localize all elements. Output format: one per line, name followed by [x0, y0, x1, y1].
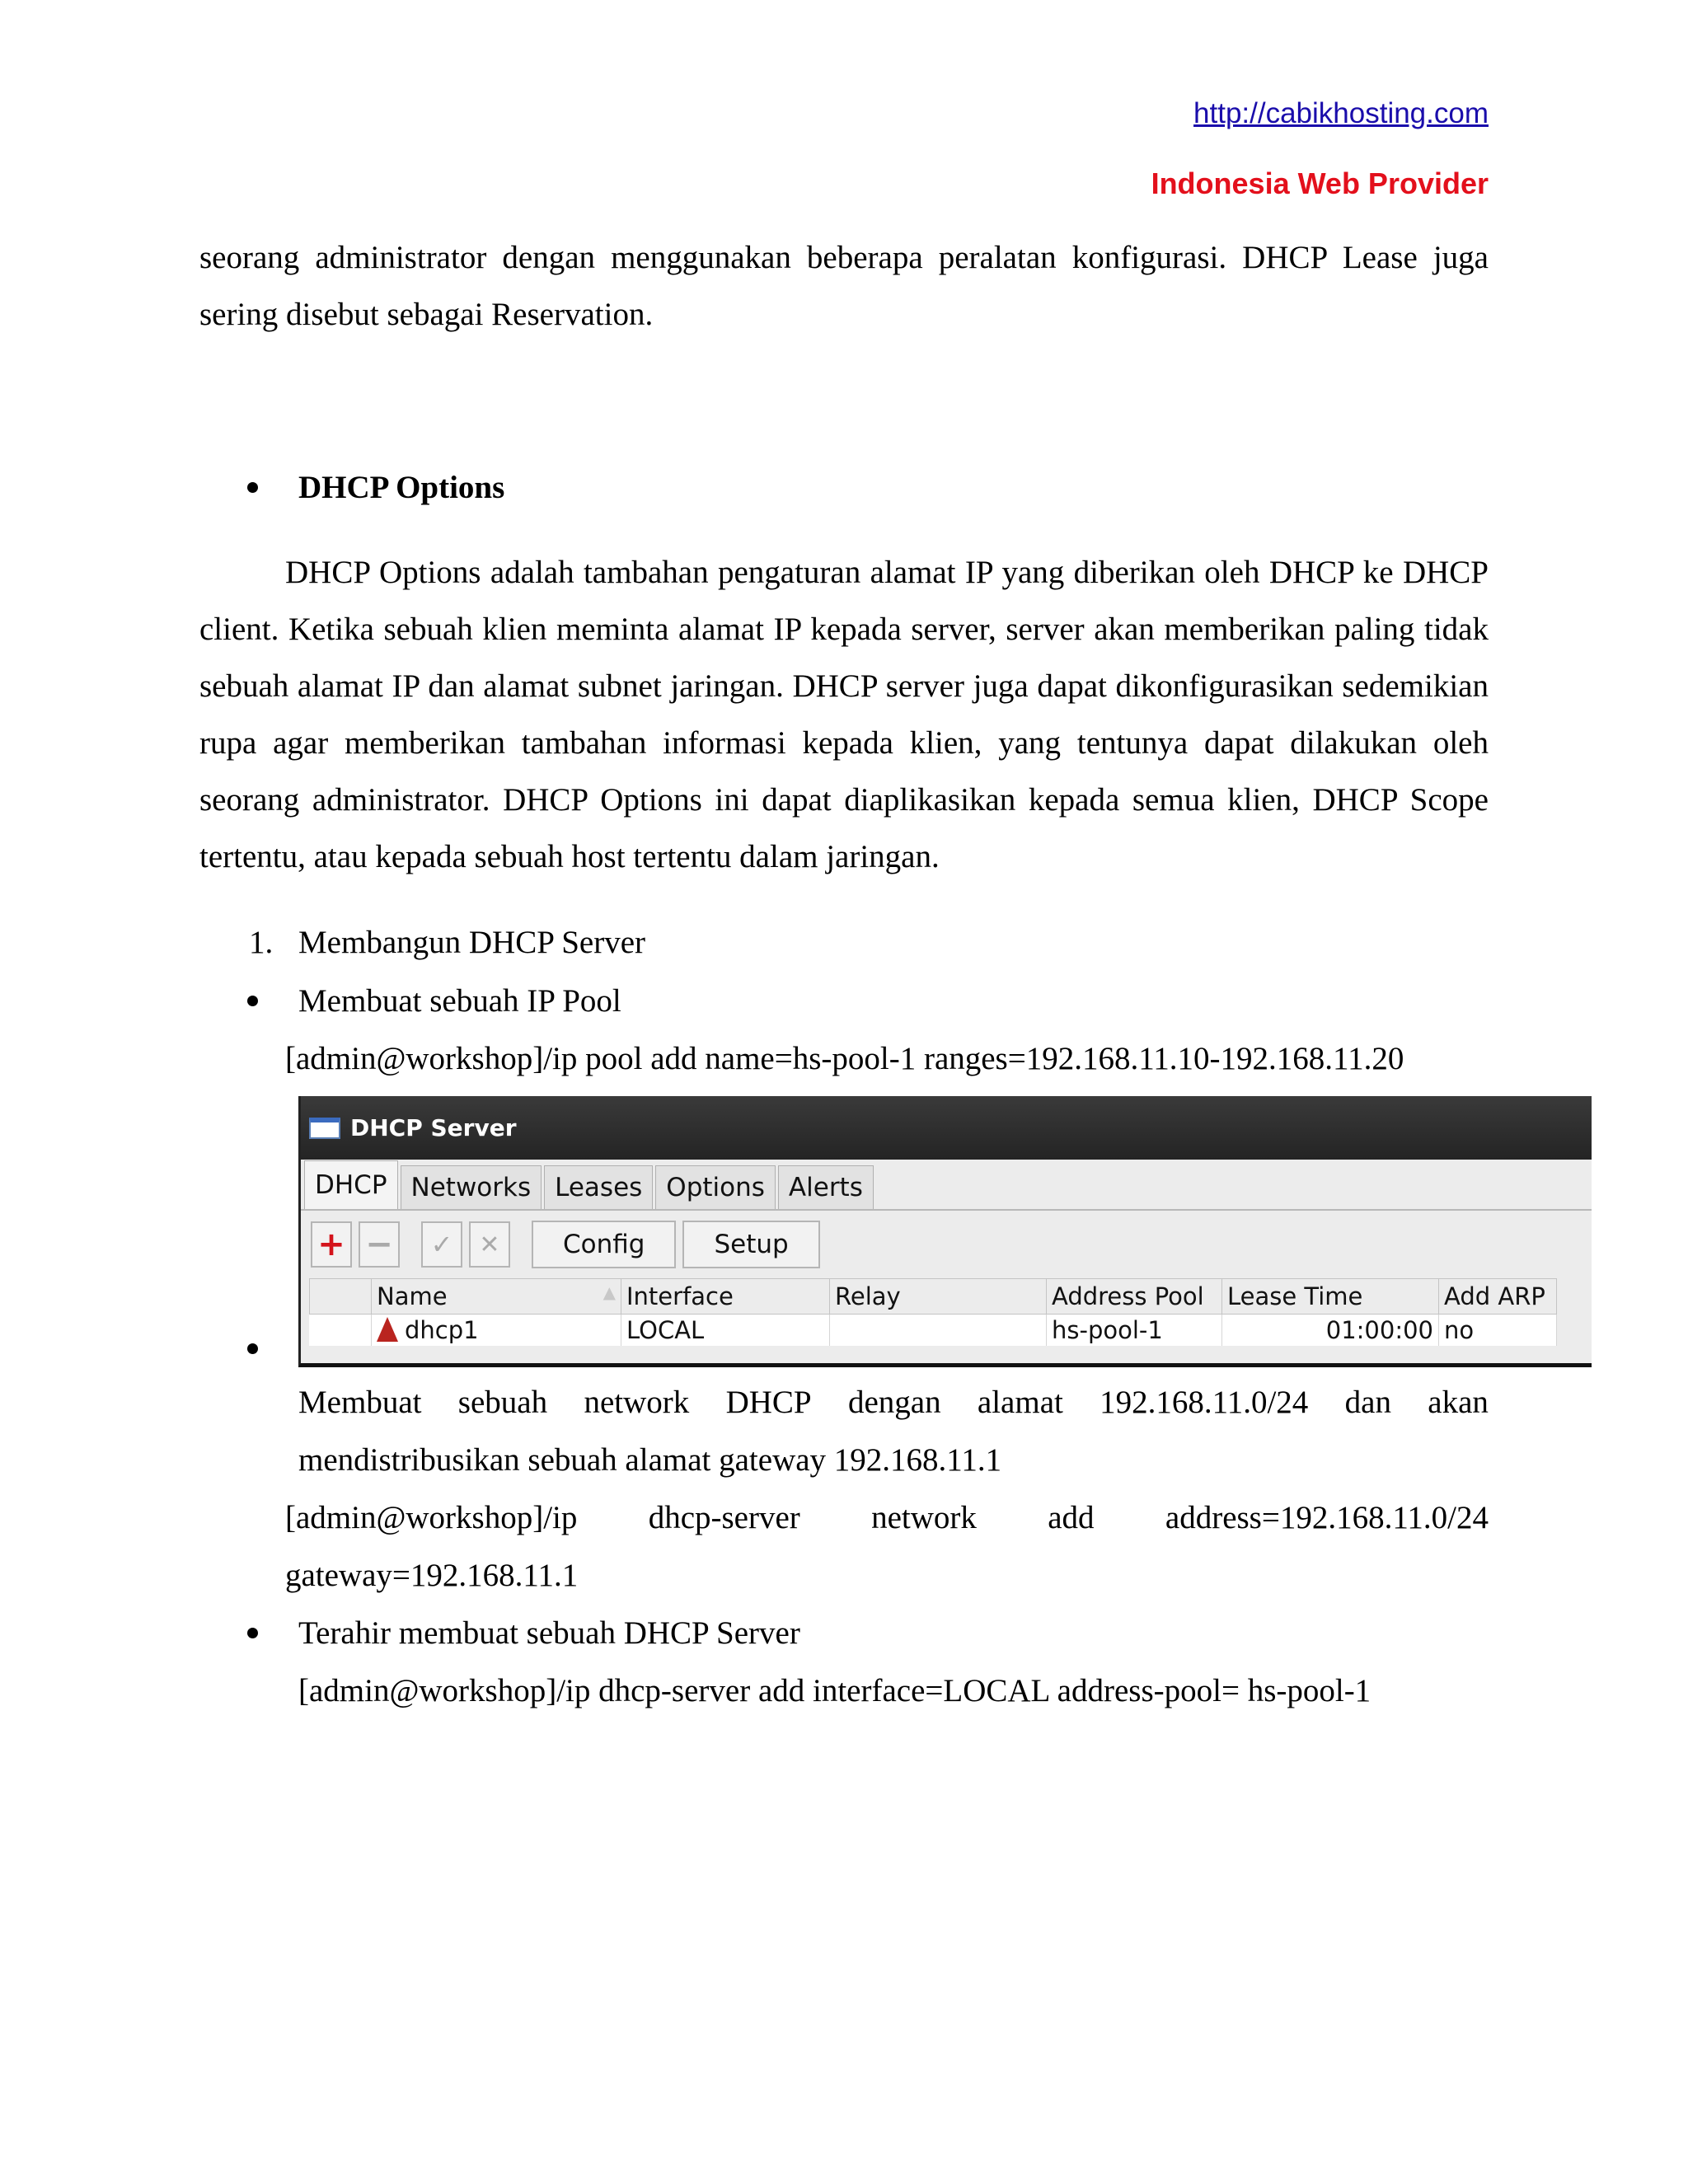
dhcp-server-icon — [377, 1317, 398, 1342]
dhcp-server-window — [298, 1096, 1592, 1367]
window-titlebar[interactable] — [301, 1096, 1592, 1160]
tab-dhcp[interactable]: DHCP — [304, 1160, 398, 1209]
step-network-text-word: 192.168.11.0/24 — [1100, 1385, 1309, 1420]
step-network-text-word: akan — [1428, 1385, 1489, 1420]
cell-name — [372, 1315, 621, 1347]
check-icon: ✓ — [430, 1229, 453, 1260]
tab-alerts[interactable]: Alerts — [778, 1165, 874, 1209]
step-pool-command: [admin@workshop]/ip pool add name=hs-pool-1 ranges=192.168.11.10-192.168.11.20 — [285, 1041, 1404, 1076]
cell-lease-time: 01:00:00 — [1222, 1315, 1439, 1347]
column-name-label: Name — [377, 1282, 448, 1310]
config-button[interactable]: Config — [532, 1221, 676, 1268]
column-address-pool[interactable]: Address Pool — [1047, 1279, 1222, 1315]
step-network-text-line1 — [298, 1382, 1489, 1423]
column-add-arp[interactable]: Add ARP — [1439, 1279, 1557, 1315]
step-network-command-word: [admin@workshop]/ip — [285, 1500, 578, 1535]
tab-leases[interactable]: Leases — [544, 1165, 653, 1209]
step-pool-text: Membuat sebuah IP Pool — [298, 983, 621, 1019]
column-lease-time[interactable]: Lease Time — [1222, 1279, 1439, 1315]
table-header-row — [310, 1279, 1557, 1315]
column-relay[interactable]: Relay — [830, 1279, 1047, 1315]
sort-ascending-icon: ▲ — [603, 1282, 616, 1302]
setup-button[interactable]: Setup — [682, 1221, 819, 1268]
window-icon — [309, 1118, 340, 1139]
step-network-text-word: alamat — [977, 1385, 1063, 1420]
step-server-bullet — [247, 1628, 258, 1638]
section-bullet — [247, 482, 258, 493]
step-network-command-word: address=192.168.11.0/24 — [1165, 1500, 1489, 1535]
disable-button[interactable] — [469, 1221, 510, 1268]
add-button[interactable] — [311, 1221, 352, 1268]
row-marker-column — [310, 1279, 372, 1315]
minus-icon: − — [365, 1226, 393, 1263]
step-network-command-word: network — [871, 1500, 977, 1535]
step-network-text-word: dan — [1344, 1385, 1391, 1420]
column-name[interactable] — [372, 1279, 621, 1315]
step-network-command-word: dhcp-server — [648, 1500, 800, 1535]
numbered-item-number: 1. — [249, 925, 274, 960]
cell-address-pool: hs-pool-1 — [1047, 1315, 1222, 1347]
step-network-text-word: sebuah — [457, 1385, 548, 1420]
header-brand: Indonesia Web Provider — [1151, 166, 1489, 200]
section-heading: DHCP Options — [298, 470, 505, 505]
column-interface[interactable]: Interface — [621, 1279, 830, 1315]
step-server-command: [admin@workshop]/ip dhcp-server add interface=LOCAL address-pool= hs-pool-1 — [298, 1673, 1372, 1708]
cell-add-arp: no — [1439, 1315, 1557, 1347]
screenshot-bullet — [247, 1343, 258, 1354]
step-network-command-line1 — [285, 1497, 1489, 1539]
cell-relay — [830, 1315, 1047, 1347]
window-title: DHCP Server — [350, 1114, 517, 1141]
toolbar — [301, 1211, 1592, 1278]
intro-paragraph: seorang administrator dengan menggunakan beberapa peralatan konfigurasi. DHCP Lease juga sering disebut sebagai Reservation. — [199, 240, 1489, 332]
header-link[interactable]: http://cabikhosting.com — [1193, 97, 1489, 129]
enable-button[interactable] — [421, 1221, 462, 1268]
cell-interface: LOCAL — [621, 1315, 830, 1347]
step-network-text-word: dengan — [847, 1385, 941, 1420]
step-network-command-word: add — [1048, 1500, 1095, 1535]
tab-options[interactable]: Options — [655, 1165, 776, 1209]
tab-networks[interactable]: Networks — [401, 1165, 542, 1209]
dhcp-server-table — [309, 1278, 1557, 1346]
step-network-text-line2: mendistribusikan sebuah alamat gateway 192.168.11.1 — [298, 1442, 1002, 1478]
cross-icon: ✕ — [479, 1230, 500, 1259]
step-server-text: Terahir membuat sebuah DHCP Server — [298, 1615, 800, 1651]
row-marker — [310, 1315, 372, 1347]
step-network-command-line2: gateway=192.168.11.1 — [285, 1558, 579, 1593]
step-pool-bullet — [247, 996, 258, 1006]
tab-bar — [301, 1160, 1592, 1211]
cell-name-text: dhcp1 — [405, 1316, 479, 1344]
step-network-text-word: network — [584, 1385, 690, 1420]
numbered-item-text: Membangun DHCP Server — [298, 925, 646, 960]
remove-button[interactable] — [359, 1221, 400, 1268]
plus-icon: + — [317, 1226, 345, 1263]
table-row[interactable] — [310, 1315, 1557, 1347]
step-network-text-word: Membuat — [298, 1385, 422, 1420]
section-paragraph: DHCP Options adalah tambahan pengaturan alamat IP yang diberikan oleh DHCP ke DHCP client. Ketika sebuah klien meminta alamat IP kepada server, server akan memberikan paling tidak sebuah alamat IP dan alamat subnet jaringan. DHCP server juga dapat dikonfigurasikan sedemikian rupa agar memberikan tambahan informasi kepada klien, yang tentunya dapat dilakukan oleh seorang administrator. DHCP Options ini dapat diaplikasikan kepada semua klien, DHCP Scope tertentu, atau kepada sebuah host tertentu dalam jaringan. — [199, 555, 1489, 874]
step-network-text-word: DHCP — [725, 1385, 812, 1420]
